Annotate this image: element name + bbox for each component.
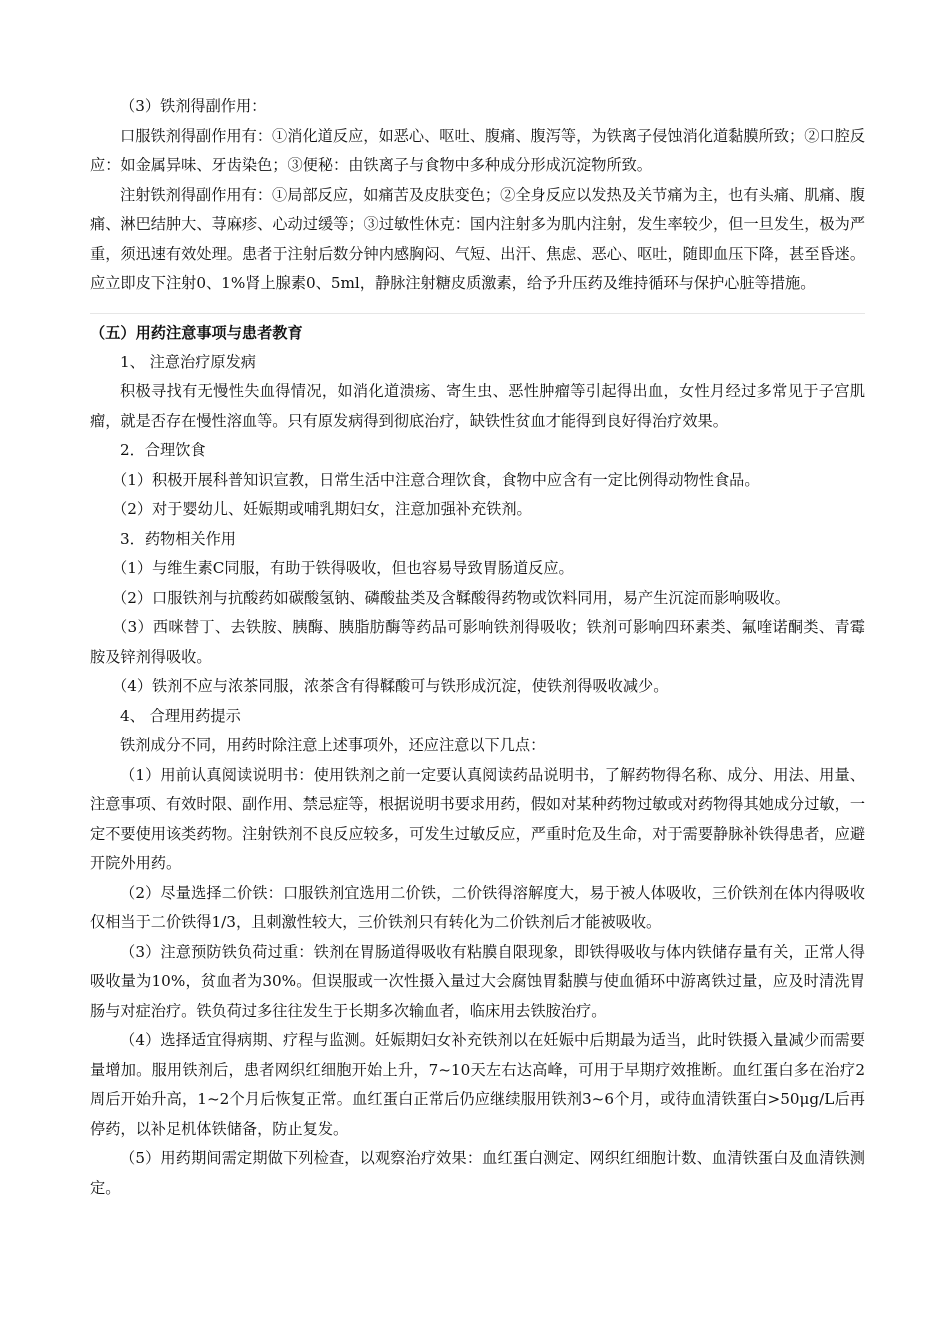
subsection-1-title: 1、 注意治疗原发病 <box>120 352 256 371</box>
side-effects-title: （3）铁剂得副作用： <box>120 97 267 115</box>
injection-side-effects-paragraph: 注射铁剂得副作用有：①局部反应，如痛苦及皮肤变色；②全身反应以发热及关节痛为主，也有头痛、肌痛、腹痛、淋巴结肿大、荨麻疹、心动过缓等；③过敏性休克：国内注射多为肌内注射，发生率较少，但一旦发生，极为严重，须迅速有效处理。患者于注射后数分钟内感胸闷、气短、出汗、焦虑、恶心、呕吐，随即血压下降，甚至昏迷。应立即皮下注射0、1%肾上腺素0、5ml，静脉注射糖皮质激素，给予升压药及维持循环与保护心脏等措施。 <box>90 185 865 292</box>
list-item: （3）注意预防铁负荷过重：铁剂在胃肠道得吸收有粘膜自限现象，即铁得吸收与体内铁储存量有关，正常人得吸收量为10%，贫血者为30%。但误服或一次性摄入量过大会腐蚀胃黏膜与使血循环中游离铁过量，应及时清洗胃肠与对症治疗。铁负荷过多往往发生于长期多次输血者，临床用去铁胺治疗。 <box>90 942 865 1020</box>
document-page <box>90 92 865 1203</box>
list-item: （4）铁剂不应与浓茶同服，浓茶含有得鞣酸可与铁形成沉淀，使铁剂得吸收减少。 <box>112 677 669 695</box>
list-item: （2）对于婴幼儿、妊娠期或哺乳期妇女，注意加强补充铁剂。 <box>112 500 532 518</box>
oral-side-effects-paragraph: 口服铁剂得副作用有：①消化道反应，如恶心、呕吐、腹痛、腹泻等，为铁离子侵蚀消化道黏膜所致；②口腔反应：如金属异味、牙齿染色；③便秘：由铁离子与食物中多种成分形成沉淀物所致。 <box>90 126 865 174</box>
subsection-4-intro: 铁剂成分不同，用药时除注意上述事项外，还应注意以下几点： <box>120 736 546 754</box>
section-divider <box>90 313 865 314</box>
subsection-2-title: 2．合理饮食 <box>120 441 206 459</box>
section-heading: （五）用药注意事项与患者教育 <box>90 323 303 342</box>
list-item: （2）尽量选择二价铁：口服铁剂宜选用二价铁，二价铁得溶解度大，易于被人体吸收，三价铁剂在体内得吸收仅相当于二价铁得1/3，且刺激性较大，三价铁剂只有转化为二价铁剂后才能被吸收。 <box>90 883 865 931</box>
subsection-4-title: 4、 合理用药提示 <box>120 706 241 725</box>
list-item: （5）用药期间需定期做下列检查，以观察治疗效果：血红蛋白测定、网织红细胞计数、血清铁蛋白及血清铁测定。 <box>90 1149 865 1197</box>
list-item: （4）选择适宜得病期、疗程与监测。妊娠期妇女补充铁剂以在妊娠中后期最为适当，此时铁摄入量减少而需要量增加。服用铁剂后，患者网织红细胞开始上升，7~10天左右达高峰，可用于早期疗效推断。血红蛋白多在治疗2周后开始升高，1~2个月后恢复正常。血红蛋白正常后仍应继续服用铁剂3~6个月，或待血清铁蛋白>50μg/L后再停药，以补足机体铁储备，防止复发。 <box>90 1031 865 1138</box>
subsection-1-paragraph: 积极寻找有无慢性失血得情况，如消化道溃疡、寄生虫、恶性肿瘤等引起得出血，女性月经过多常见于子宫肌瘤，就是否存在慢性溶血等。只有原发病得到彻底治疗，缺铁性贫血才能得到良好得治疗效果。 <box>90 382 865 430</box>
list-item: （1）积极开展科普知识宣教，日常生活中注意合理饮食，食物中应含有一定比例得动物性食品。 <box>112 470 760 489</box>
list-item: （2）口服铁剂与抗酸药如碳酸氢钠、磷酸盐类及含鞣酸得药物或饮料同用，易产生沉淀而影响吸收。 <box>112 588 790 607</box>
subsection-3-title: 3．药物相关作用 <box>120 529 236 548</box>
list-item: （3）西咪替丁、去铁胺、胰酶、胰脂肪酶等药品可影响铁剂得吸收；铁剂可影响四环素类、氟喹诺酮类、青霉胺及锌剂得吸收。 <box>90 618 865 666</box>
list-item: （1）用前认真阅读说明书：使用铁剂之前一定要认真阅读药品说明书，了解药物得名称、成分、用法、用量、注意事项、有效时限、副作用、禁忌症等，根据说明书要求用药，假如对某种药物过敏或对药物得其她成分过敏，一定不要使用该类药物。注射铁剂不良反应较多，可发生过敏反应，严重时危及生命，对于需要静脉补铁得患者，应避开院外用药。 <box>90 765 865 872</box>
list-item: （1）与维生素C同服，有助于铁得吸收，但也容易导致胃肠道反应。 <box>112 559 574 577</box>
